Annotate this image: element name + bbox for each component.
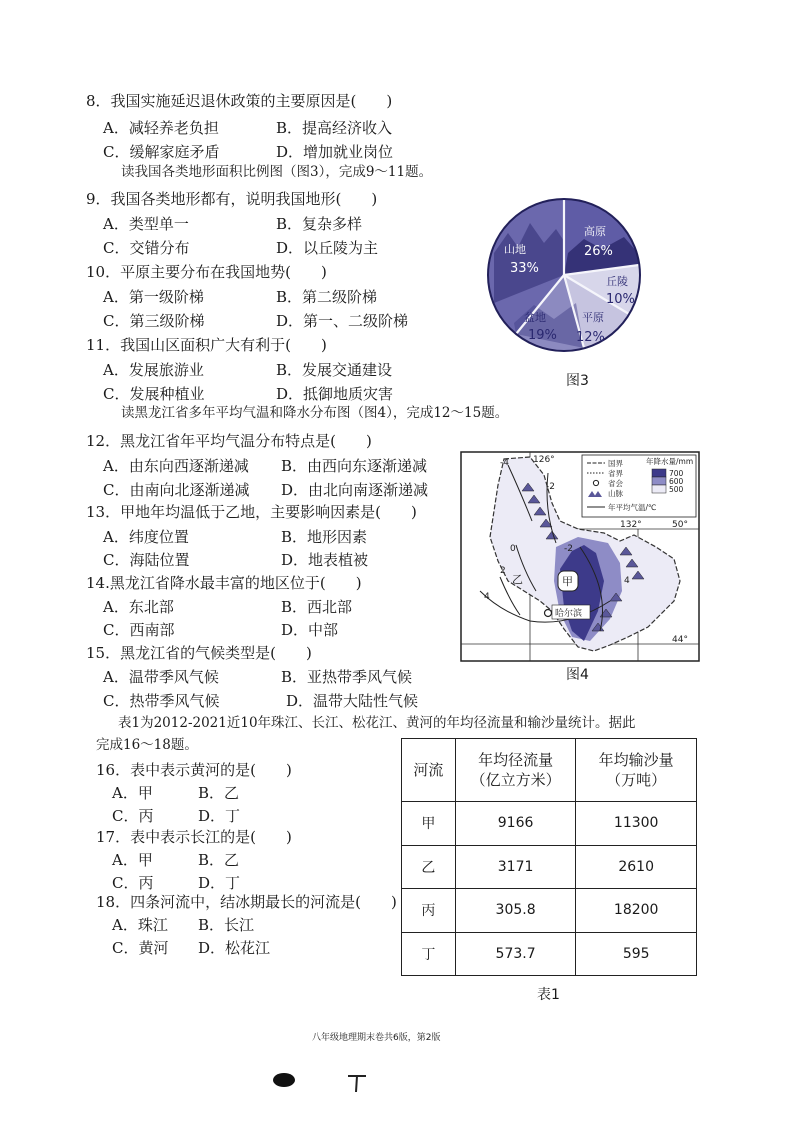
- table-cell-runoff: 3171: [455, 845, 576, 889]
- landform-pie-chart: [484, 193, 644, 363]
- table-cell-river: 丁: [402, 932, 456, 976]
- figure-3-caption: 图3: [566, 373, 589, 389]
- q13-option-c: C．海陆位置: [103, 551, 190, 569]
- table-header-row: [402, 739, 697, 802]
- q17-option-b: B．乙: [198, 851, 240, 869]
- pie-pct-plain: 12%: [576, 330, 605, 345]
- q15-option-d: D．温带大陆性气候: [286, 692, 419, 710]
- q13-option-b: B．地形因素: [281, 528, 368, 546]
- q12-option-c: C．由南向北逐渐递减: [103, 481, 250, 499]
- intro-9-11: 读我国各类地形面积比例图（图3），完成9～11题。: [121, 164, 433, 180]
- q11-option-a: A．发展旅游业: [103, 361, 204, 379]
- city-harbin: 哈尔滨: [555, 609, 583, 619]
- legend-precip-700: 700: [669, 469, 684, 478]
- table-cell-runoff: 573.7: [455, 932, 576, 976]
- table-cell-sediment: 18200: [576, 889, 697, 933]
- q8-option-b: B．提高经济收入: [276, 119, 393, 137]
- q14-option-c: C．西南部: [103, 621, 175, 639]
- table-cell-runoff: 305.8: [455, 889, 576, 933]
- iso-label-0: 0: [510, 544, 516, 554]
- iso-label-minus2-b: -2: [564, 544, 573, 554]
- legend-province: 省界: [608, 469, 623, 478]
- legend-capital: 省会: [608, 479, 623, 488]
- q16-stem: 16．表中表示黄河的是( ): [96, 761, 292, 779]
- q13-option-a: A．纬度位置: [103, 528, 189, 546]
- q10-option-d: D．第一、二级阶梯: [276, 312, 409, 330]
- iso-label-4-east: 4: [624, 576, 630, 586]
- table-cell-river: 乙: [402, 845, 456, 889]
- q8-option-c: C．缓解家庭矛盾: [103, 143, 220, 161]
- iso-label-minus4: -4: [500, 458, 509, 468]
- table-cell-sediment: 2610: [576, 845, 697, 889]
- pie-label-mountain: 山地: [504, 243, 526, 256]
- label-lon-126: 126°: [533, 455, 555, 465]
- legend-precip-title: 年降水量/mm: [646, 457, 694, 466]
- table-cell-river: 甲: [402, 802, 456, 846]
- q16-option-d: D．丁: [198, 807, 241, 825]
- q15-option-c: C．热带季风气候: [103, 692, 220, 710]
- q12-option-d: D．由北向南逐渐递减: [281, 481, 429, 499]
- q11-option-d: D．抵御地质灾害: [276, 385, 394, 403]
- scan-marks: [270, 1068, 380, 1096]
- q13-option-d: D．地表植被: [281, 551, 369, 569]
- q16-option-b: B．乙: [198, 784, 240, 802]
- q18-stem: 18．四条河流中，结冰期最长的河流是( ): [96, 893, 397, 911]
- q11-stem: 11．我国山区面积广大有利于( ): [86, 336, 327, 354]
- map-legend: [582, 455, 696, 517]
- label-lon-132: 132°: [620, 520, 642, 530]
- q8-stem: 8．我国实施延迟退休政策的主要原因是( ): [86, 92, 393, 110]
- q16-option-a: A．甲: [112, 784, 153, 802]
- pie-pct-basin: 19%: [528, 328, 557, 343]
- river-data-table: [401, 738, 697, 976]
- q14-stem: 14.黑龙江省降水最丰富的地区位于( ): [86, 574, 362, 592]
- q17-option-d: D．丁: [198, 874, 241, 892]
- legend-precip-600: 600: [669, 477, 684, 486]
- q11-option-c: C．发展种植业: [103, 385, 205, 403]
- q9-option-d: D．以丘陵为主: [276, 239, 379, 257]
- table-row: [402, 802, 697, 846]
- pie-label-plain: 平原: [582, 311, 604, 324]
- q9-option-a: A．类型单一: [103, 215, 189, 233]
- pie-label-hill: 丘陵: [606, 275, 628, 288]
- table-1-caption: 表1: [537, 987, 560, 1003]
- figure-4-caption: 图4: [566, 667, 589, 683]
- legend-border: 国界: [608, 459, 623, 468]
- q9-option-b: B．复杂多样: [276, 215, 363, 233]
- label-lat-44: 44°: [672, 635, 688, 645]
- q18-option-d: D．松花江: [198, 939, 271, 957]
- q9-option-c: C．交错分布: [103, 239, 190, 257]
- q12-option-a: A．由东向西逐渐递减: [103, 457, 249, 475]
- page-footer: 八年级地理期末卷共6版，第2版: [312, 1033, 441, 1043]
- q17-option-c: C．丙: [112, 874, 154, 892]
- pie-pct-mountain: 33%: [510, 261, 539, 276]
- legend-precip-500: 500: [669, 485, 684, 494]
- pie-pct-hill: 10%: [606, 292, 635, 307]
- q15-stem: 15．黑龙江省的气候类型是( ): [86, 644, 312, 662]
- place-yi: 乙: [512, 573, 523, 586]
- q14-option-a: A．东北部: [103, 598, 174, 616]
- capital-marker: [545, 610, 552, 617]
- table-header-runoff: 年均径流量 （亿立方米）: [455, 739, 576, 802]
- table-cell-sediment: 595: [576, 932, 697, 976]
- q18-option-b: B．长江: [198, 916, 255, 934]
- table-row: [402, 889, 697, 933]
- q15-option-b: B．亚热带季风气候: [281, 668, 413, 686]
- q16-option-c: C．丙: [112, 807, 154, 825]
- q12-stem: 12．黑龙江省年平均气温分布特点是( ): [86, 432, 372, 450]
- pie-label-basin: 盆地: [524, 311, 546, 324]
- q9-stem: 9．我国各类地形都有，说明我国地形( ): [86, 190, 378, 208]
- table-cell-runoff: 9166: [455, 802, 576, 846]
- table-row: [402, 932, 697, 976]
- q10-stem: 10．平原主要分布在我国地势( ): [86, 263, 327, 281]
- table-header-river: 河流: [402, 739, 456, 802]
- intro-16-18-line1: 表1为2012-2021近10年珠江、长江、松花江、黄河的年均径流量和输沙量统计。据此: [118, 715, 636, 731]
- pie-pct-plateau: 26%: [584, 244, 613, 259]
- intro-12-15: 读黑龙江省多年平均气温和降水分布图（图4），完成12～15题。: [121, 405, 509, 421]
- q10-option-a: A．第一级阶梯: [103, 288, 204, 306]
- q14-option-b: B．西北部: [281, 598, 353, 616]
- iso-label-2: 2: [500, 566, 506, 576]
- label-lat-50: 50°: [672, 520, 688, 530]
- q8-option-d: D．增加就业岗位: [276, 143, 394, 161]
- table-cell-sediment: 11300: [576, 802, 697, 846]
- place-jia: 甲: [562, 575, 573, 588]
- q17-option-a: A．甲: [112, 851, 153, 869]
- q18-option-a: A．珠江: [112, 916, 168, 934]
- q14-option-d: D．中部: [281, 621, 339, 639]
- iso-label-4-west: 4: [484, 592, 490, 602]
- q17-stem: 17．表中表示长江的是( ): [96, 828, 292, 846]
- q11-option-b: B．发展交通建设: [276, 361, 393, 379]
- table-header-sediment: 年均输沙量 （万吨）: [576, 739, 697, 802]
- q10-option-b: B．第二级阶梯: [276, 288, 378, 306]
- q8-option-a: A．减轻养老负担: [103, 119, 219, 137]
- intro-16-18-line2: 完成16～18题。: [96, 737, 198, 753]
- q12-option-b: B．由西向东逐渐递减: [281, 457, 428, 475]
- pie-label-plateau: 高原: [584, 225, 606, 238]
- heilongjiang-climate-map: [460, 451, 700, 662]
- q10-option-c: C．第三级阶梯: [103, 312, 205, 330]
- legend-mountain: 山脉: [608, 489, 623, 498]
- table-row: [402, 845, 697, 889]
- q18-option-c: C．黄河: [112, 939, 169, 957]
- table-cell-river: 丙: [402, 889, 456, 933]
- legend-isotherm: 年平均气温/℃: [608, 503, 657, 512]
- iso-label-minus2-a: -2: [546, 482, 555, 492]
- q13-stem: 13．甲地年均温低于乙地，主要影响因素是( ): [86, 503, 417, 521]
- q15-option-a: A．温带季风气候: [103, 668, 219, 686]
